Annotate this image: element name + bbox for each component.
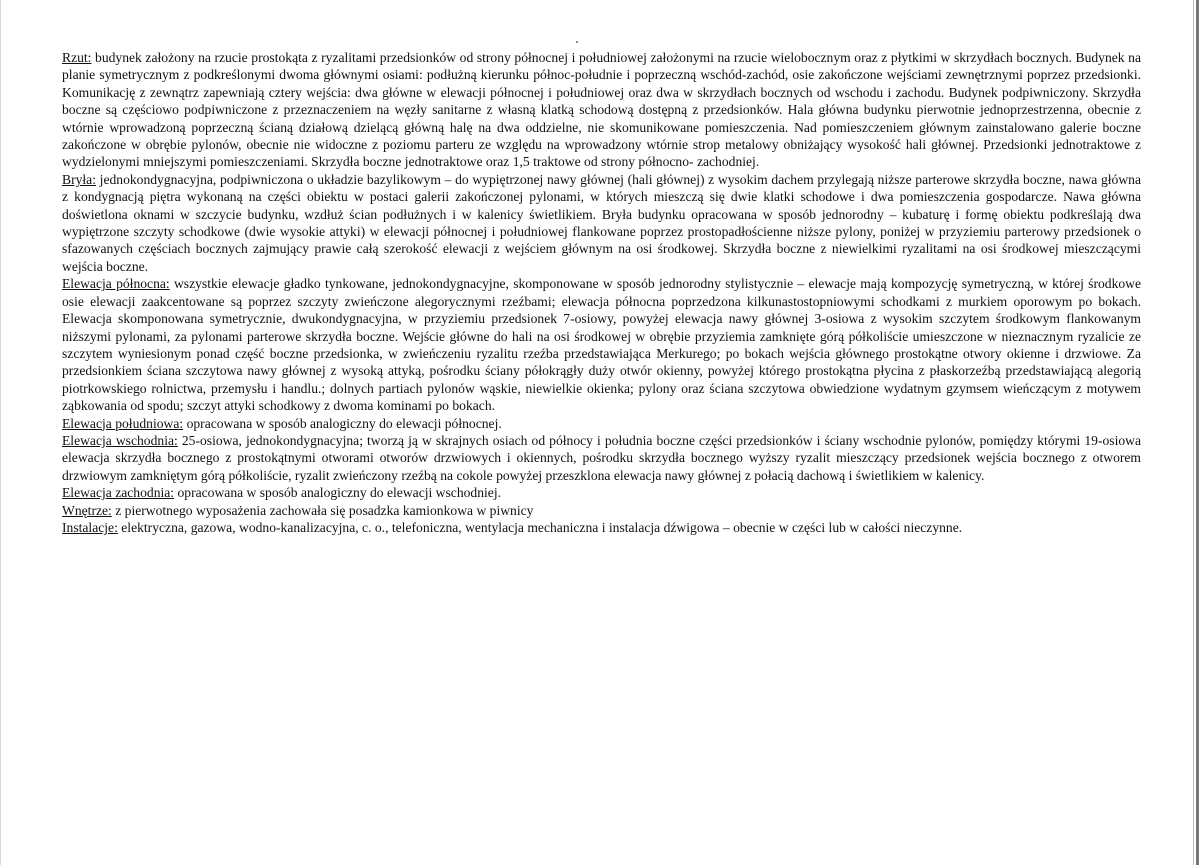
section-label: Elewacja północna: [62,276,170,292]
section-label: Elewacja południowa: [62,415,184,431]
section-text: opracowana w sposób analogiczny do elewacji północnej. [183,415,502,431]
section-wnetrze [62,502,1141,519]
section-elewacja-wschodnia [62,432,1141,484]
section-elewacja-polnocna [62,275,1141,414]
section-elewacja-zachodnia [62,484,1141,501]
section-text: budynek założony na rzucie prostokąta z ryzalitami przedsionków od strony północnej i południowej założonymi na rzucie wielobocznym oraz z płytkimi w skrzydłach bocznych. Budynek na planie symetrycznym z podkreślonymi dwoma głównymi osiami: podłużną kierunku północ-południe i poprzeczną wschód-zachód, osie zakończone wejściami zewnętrznymi poprzez przedsionki. Komunikację z zewnątrz zapewniają cztery wejścia: dwa główne w elewacji północnej i południowej oraz dwa w skrzydłach bocznych od wschodu i zachodu. Budynek podpiwniczony. Skrzydła boczne są częściowo podpiwniczone z przeznaczeniem na węzły sanitarne z własną klatką schodową dostępną z przedsionków. Hala główna budynku pierwotnie jednoprzestrzenna, obecnie z wtórnie wprowadzoną poprzeczną ścianą działową dzielącą główną halę na dwa oddzielne, nie skomunikowane pomieszczenia. Nad pomieszczeniem głównym zainstalowano galerie boczne zakończone w obrębie pylonów, obecnie nie widoczne z poziomu parteru ze względu na wprowadzony wtórnie strop metalowy obniżający wysokość hali głównej. Przedsionki jednotraktowe z wydzielonymi mniejszymi pomieszczeniami. Skrzydła boczne jednotraktowe oraz 1,5 traktowe od strony północno- zachodniej. [62,50,1141,170]
page-edge-left [0,0,1,865]
section-text: wszystkie elewacje gładko tynkowane, jednokondygnacyjne, skomponowane w sposób jednorodny stylistycznie – elewacje mają kompozycję symetryczną, w której środkowe osie elewacji zaakcentowane są poprzez szczyty zwieńczone alegorycznymi rzeźbami; elewacja północna poprzedzona kilkunastostopniowymi schodkami z murkiem oporowym po bokach. Elewacja skomponowana symetrycznie, dwukondygnacyjna, w przyziemiu przedsionek 7-osiowy, powyżej elewacja nawy głównej 3-osiowa z wysokim szczytem środkowym flankowanym niższymi pylonami, za pylonami parterowe skrzydła boczne. Wejście główne do hali na osi środkowej w obrębie przyziemia zamknięte górą półkoliście umieszczone w nieznacznym ryzalicie ze szczytem wyniesionym ponad część boczne przedsionka, w zwieńczeniu ryzalitu rzeźba przedstawiająca Merkurego; po bokach wejścia głównego prostokątne otwory okienne i drzwiowe. Za przedsionkiem ściana szczytowa nawy głównej z wysoką attyką, pośrodku ściany półokrągły duży otwór okienny, powyżej którego prostokątna płycina z płaskorzeźbą przedstawiającą alegorią piotrkowskiego rolnictwa, przemysłu i handlu.; dolnych partiach pylonów wąskie, niewielkie okienka; pylony oraz ściana szczytowa obwiedzione wydatnym gzymsem wieńczącym z motywem ząbkowania od spodu; szczyt attyki schodkowy z dwoma kominami po bokach. [62,276,1142,414]
page-edge-right-inner [1193,0,1194,865]
section-label: Wnętrze: [62,502,112,518]
section-elewacja-poludniowa [62,415,1141,432]
section-label: Bryła: [62,171,96,187]
section-label: Rzut: [62,50,92,65]
section-bryla [62,171,1141,275]
section-instalacje [62,519,1141,536]
section-text: z pierwotnego wyposażenia zachowała się posadzka kamionkowa w piwnicy [111,502,534,518]
scan-dot [576,41,578,43]
section-label: Elewacja wschodnia: [62,432,178,448]
section-text: 25-osiowa, jednokondygnacyjna; tworzą ją w skrajnych osiach od północy i południa boczne części przedsionków i ściany wschodnie pylonów, pomiędzy którymi 19-osiowa elewacja skrzydła bocznego z prostokątnymi otworami otworów drzwiowych i okiennych, pośrodku skrzydła bocznego wyższy ryzalit mieszczący przedsionek wejścia bocznego z otworem drzwiowym zamkniętym górą półkoliście, ryzalit zwieńczony rzeźbą na cokole powyżej przeszklona elewacja nawy głównej z połacią dachową i świetlikiem w kalenicy. [62,432,1142,483]
document-body [62,49,1141,536]
section-label: Elewacja zachodnia: [62,485,175,501]
section-text: elektryczna, gazowa, wodno-kanalizacyjna, c. o., telefoniczna, wentylacja mechaniczna i instalacja dźwigowa – obecnie w części lub w całości nieczynne. [117,519,963,535]
section-label: Instalacje: [62,519,118,535]
section-text: opracowana w sposób analogiczny do elewacji wschodniej. [174,485,501,501]
section-text: jednokondygnacyjna, podpiwniczona o układzie bazylikowym – do wypiętrzonej nawy głównej (hali głównej) z wysokim dachem przylegają niższe parterowe skrzydła boczne, nawa główna z kondygnacją piętra wykonaną na części obiektu w postaci galerii zakończonej pylonami, w których mieszczą się dwie klatki schodowe i dwa pomieszczenia gospodarcze. Nawa główna doświetlona oknami w szczycie budynku, wzdłuż ścian podłużnych i w kalenicy świetlikiem. Bryła budynku opracowana w sposób jednorodny – kubaturę i formę obiektu podkreślają dwa wypiętrzone szczyty schodkowe (dwie wysokie attyki) w elewacji północnej i południowej flankowane poprzez prostopadłościenne niższe pylony, poniżej w przyziemiu parterowy przedsionek o sfazowanych częściach bocznych zajmujący prawie całą szerokość elewacji z wejściem głównym na osi środkowej. Skrzydła boczne z niewielkimi ryzalitami na osi środkowej mieszczącymi wejścia boczne. [62,171,1141,274]
section-rzut [62,49,1141,171]
